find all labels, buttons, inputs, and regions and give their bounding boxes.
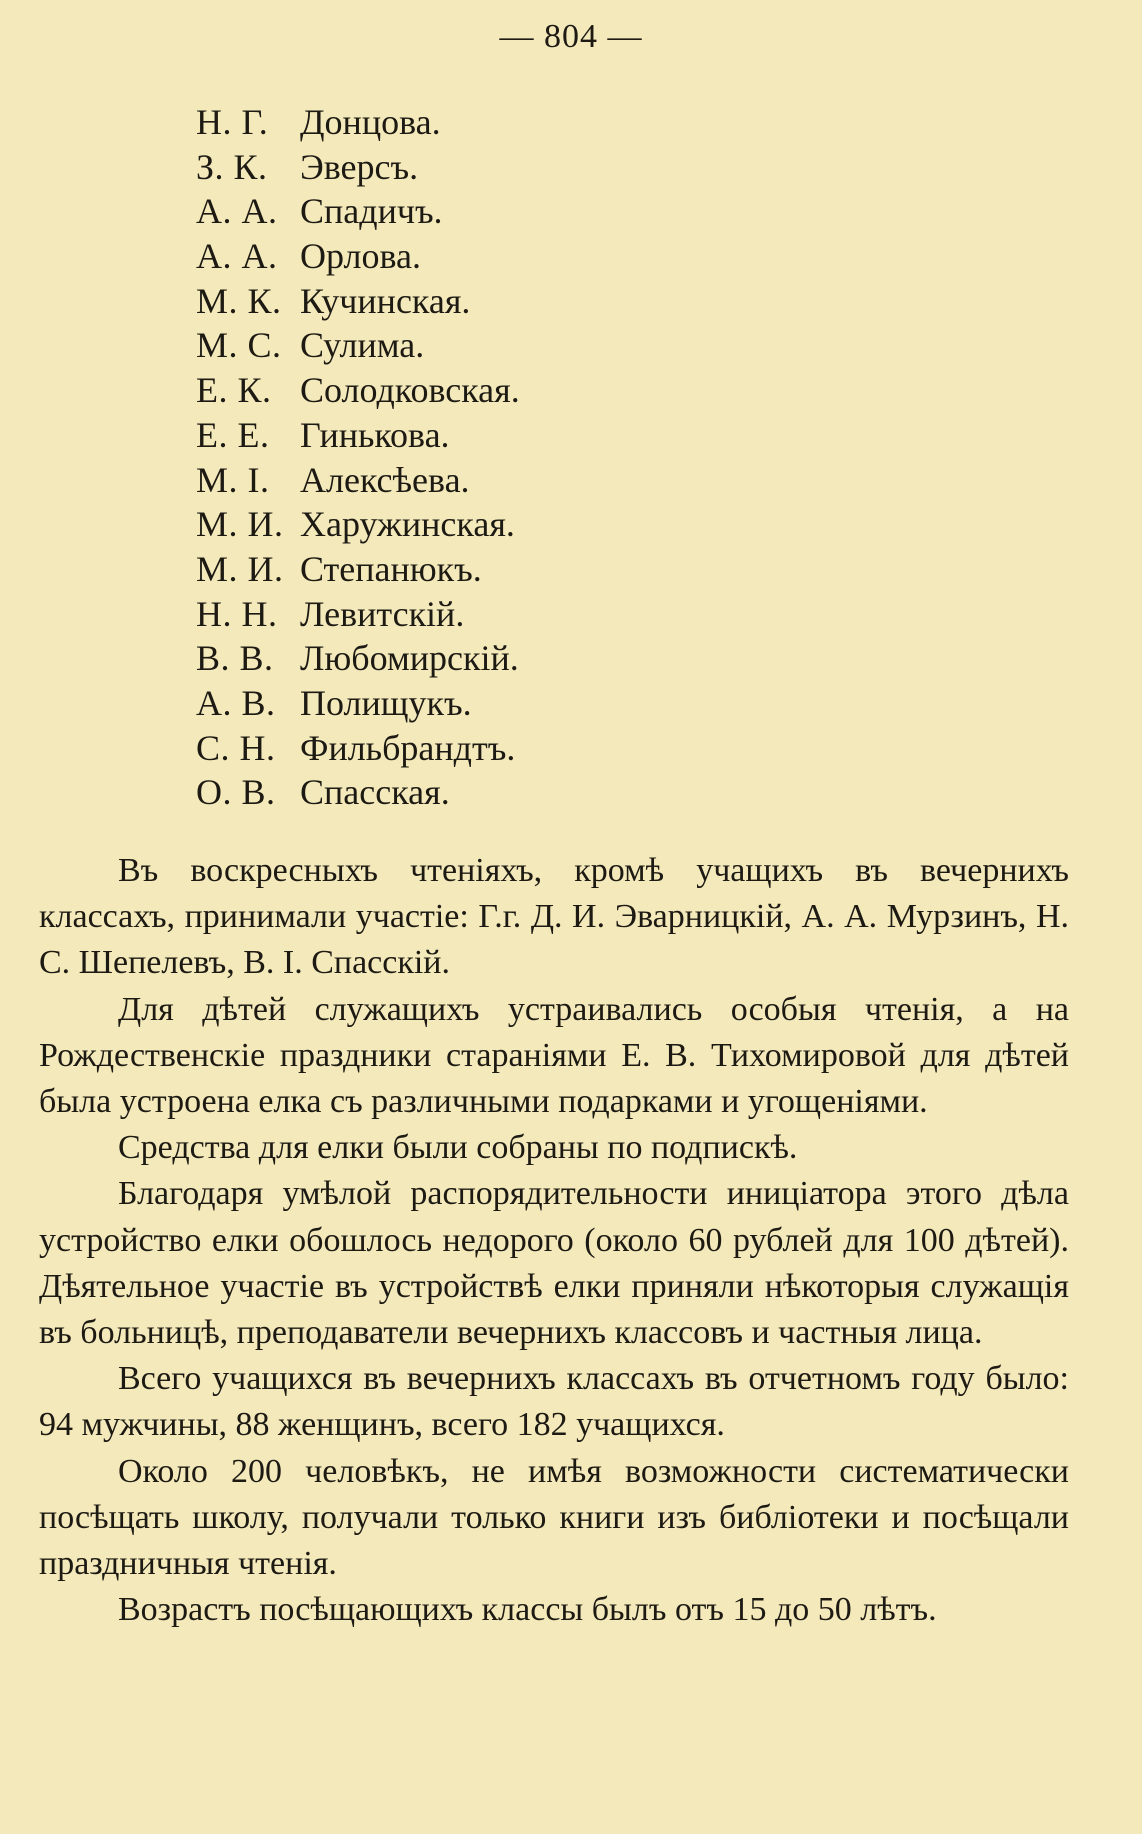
name-surname: Солодковская. xyxy=(300,370,520,411)
list-item xyxy=(196,100,896,145)
list-item xyxy=(196,234,896,279)
name-surname: Орлова. xyxy=(300,236,421,277)
name-initials: М. С. xyxy=(196,325,282,366)
name-initials: А. В. xyxy=(196,682,276,723)
list-item xyxy=(196,636,896,681)
paragraph: Въ воскресныхъ чтеніяхъ, кромѣ учащихъ въ вечернихъ классахъ, принимали участіе: Г.г. Д. И. Эварницкій, А. А. Мурзинъ, Н. С. Шепелевъ, В. І. Спасскій. xyxy=(39,852,1069,982)
name-initials: М. И. xyxy=(196,504,284,545)
name-initials: О. В. xyxy=(196,772,276,813)
name-initials: А. А. xyxy=(196,191,278,232)
paragraph: Возрастъ посѣщающихъ классы былъ отъ 15 до 50 лѣтъ. xyxy=(118,1591,937,1629)
name-initials: М. И. xyxy=(196,548,284,589)
list-item xyxy=(196,502,896,547)
paragraph: Средства для елки были собраны по подпискѣ. xyxy=(118,1129,798,1167)
name-initials: З. К. xyxy=(196,146,268,187)
paragraph: Благодаря умѣлой распорядительности иниціатора этого дѣла устройство елки обошлось недорого (около 60 рублей для 100 дѣтей). Дѣятельное участіе въ устройствѣ елки приняли нѣкоторыя служащія въ больницѣ, преподаватели вечернихъ классовъ и частныя лица. xyxy=(39,1175,1069,1352)
name-surname: Степанюкъ. xyxy=(300,548,482,589)
name-initials: Е. К. xyxy=(196,370,272,411)
page-number: — 804 — xyxy=(499,18,643,55)
name-surname: Фильбрандтъ. xyxy=(300,727,516,768)
name-surname: Донцова. xyxy=(300,102,441,142)
name-surname: Полищукъ. xyxy=(300,682,472,723)
name-surname: Харужинская. xyxy=(300,504,515,545)
list-item xyxy=(196,368,896,413)
name-initials: Н. Г. xyxy=(196,102,269,142)
list-item xyxy=(196,547,896,592)
name-surname: Эверсъ. xyxy=(300,146,419,187)
list-item xyxy=(196,323,896,368)
name-surname: Спадичъ. xyxy=(300,191,443,232)
list-item xyxy=(196,458,896,503)
name-initials: С. Н. xyxy=(196,727,276,768)
list-item xyxy=(196,592,896,637)
names-list xyxy=(196,100,896,815)
name-surname: Гинькова. xyxy=(300,414,450,455)
name-surname: Сулима. xyxy=(300,325,425,366)
name-initials: М. К. xyxy=(196,280,282,321)
name-surname: Левитскій. xyxy=(300,593,465,634)
list-item xyxy=(196,770,896,815)
list-item xyxy=(196,279,896,324)
list-item xyxy=(196,413,896,458)
name-surname: Любомирскій. xyxy=(300,638,519,679)
paragraph: Для дѣтей служащихъ устраивались особыя чтенія, а на Рождественскіе праздники стараніями Е. В. Тихомировой для дѣтей была устроена елка съ различными подарками и угощеніями. xyxy=(39,990,1069,1121)
list-item xyxy=(196,145,896,190)
list-item xyxy=(196,726,896,771)
name-initials: А. А. xyxy=(196,236,278,277)
name-initials: В. В. xyxy=(196,638,274,679)
name-surname: Спасская. xyxy=(300,772,450,813)
name-initials: Е. Е. xyxy=(196,414,270,455)
list-item xyxy=(196,189,896,234)
name-initials: Н. Н. xyxy=(196,593,278,634)
body-text xyxy=(39,848,1069,1633)
list-item xyxy=(196,681,896,726)
name-surname: Кучинская. xyxy=(300,280,471,321)
name-initials: М. І. xyxy=(196,459,270,500)
paragraph: Около 200 человѣкъ, не имѣя возможности систематически посѣщать школу, получали только книги изъ библіотеки и посѣщали праздничныя чтенія. xyxy=(39,1452,1069,1583)
paragraph: Всего учащихся въ вечернихъ классахъ въ отчетномъ году было: 94 мужчины, 88 женщинъ, всего 182 учащихся. xyxy=(39,1360,1069,1444)
name-surname: Алексѣева. xyxy=(300,459,470,500)
